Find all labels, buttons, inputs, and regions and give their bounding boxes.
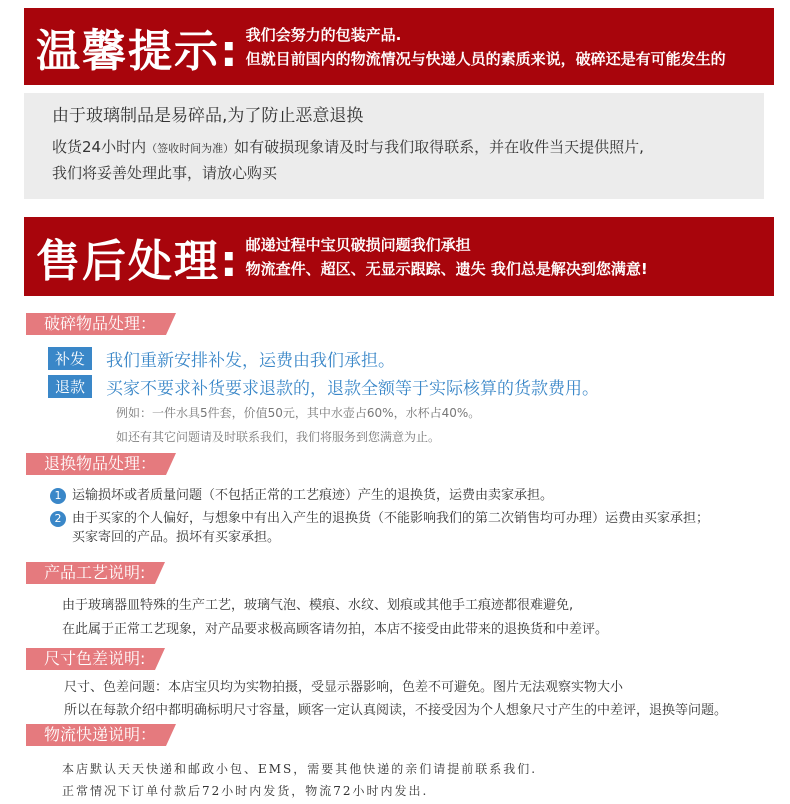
- returns-title: 退换物品处理：: [26, 453, 166, 475]
- shipping-line-2: 正常情况下订单付款后72小时内发货，物流72小时内发出.: [62, 784, 429, 798]
- warm-tip-lines: [246, 23, 726, 71]
- after-sales-line-2: 物流查件、超区、无显示跟踪、遗失 我们总是解决到您满意!: [245, 259, 648, 278]
- notice-line-1: 由于玻璃制品是易碎品,为了防止恶意退换: [52, 106, 364, 126]
- refund-text: 买家不要求补货要求退款的，退款全额等于实际核算的货款费用。: [106, 379, 600, 399]
- after-sales-line-1: 邮递过程中宝贝破损问题我们承担: [245, 235, 471, 254]
- refund-example: 例如：一件水具5件套，价值50元，其中水壶占60%，水杯占40%。: [116, 406, 481, 420]
- refund-tag: 退款: [48, 375, 92, 398]
- returns-item-1: [50, 484, 553, 504]
- warm-tip-banner: [24, 8, 774, 85]
- returns-item-2: [50, 507, 709, 527]
- shipping-title: 物流快递说明：: [26, 724, 166, 746]
- size-color-title: 尺寸色差说明:: [26, 648, 155, 670]
- notice-line-2-end: 如有破损现象请及时与我们取得联系，并在收件当天提供照片,: [234, 138, 644, 156]
- returns-item-1-text: 运输损坏或者质量问题（不包括正常的工艺痕迹）产生的退换货，运费由卖家承担。: [72, 488, 554, 503]
- broken-items-title: 破碎物品处理：: [26, 313, 166, 335]
- other-issues-note: 如还有其它问题请及时联系我们，我们将服务到您满意为止。: [116, 430, 441, 444]
- returns-item-2-text: 由于买家的个人偏好，与想象中有出入产生的退换货（不能影响我们的第二次销售均可办理）运费由买家承担；: [72, 511, 710, 526]
- refund-row: [48, 374, 599, 399]
- after-sales-heading: 售后处理:: [36, 235, 240, 287]
- shipping-line-1: 本店默认天天快递和邮政小包、EMS，需要其他快递的亲们请提前联系我们.: [62, 762, 538, 776]
- craft-line-1: 由于玻璃器皿特殊的生产工艺，玻璃气泡、模痕、水纹、划痕或其他手工痕迹都很难避免,: [62, 598, 574, 613]
- reissue-row: [48, 346, 395, 371]
- policy-panel: [24, 296, 774, 804]
- craft-title: 产品工艺说明:: [26, 562, 155, 584]
- after-sales-banner: [24, 217, 774, 296]
- fragile-notice: [24, 93, 764, 199]
- number-1-icon: 1: [50, 488, 66, 504]
- notice-line-3: 我们将妥善处理此事，请放心购买: [52, 164, 278, 182]
- warm-tip-line-1: 我们会努力的包装产品.: [245, 25, 402, 44]
- returns-item-2-continued: 买家寄回的产品。损坏有买家承担。: [72, 530, 281, 545]
- after-sales-lines: [246, 233, 648, 281]
- reissue-tag: 补发: [48, 347, 92, 370]
- notice-sign-time-note: （签收时间为准）: [146, 142, 235, 155]
- notice-line-2: [52, 135, 764, 161]
- notice-line-2-start: 收货24小时内: [52, 138, 147, 156]
- warm-tip-line-2: 但就目前国内的物流情况与快递人员的素质来说，破碎还是有可能发生的: [245, 49, 726, 68]
- number-2-icon: 2: [50, 511, 66, 527]
- craft-line-2: 在此属于正常工艺现象，对产品要求极高顾客请勿拍，本店不接受由此带来的退换货和中差评。: [62, 622, 609, 637]
- size-color-line-2: 所以在每款介绍中都明确标明尺寸容量，顾客一定认真阅读，不接受因为个人想象尺寸产生的中差评，退换等问题。: [64, 703, 728, 718]
- reissue-text: 我们重新安排补发，运费由我们承担。: [106, 351, 396, 371]
- size-color-line-1: 尺寸、色差问题：本店宝贝均为实物拍摄，受显示器影响，色差不可避免。图片无法观察实物大小: [64, 680, 624, 695]
- warm-tip-heading: 温馨提示:: [36, 25, 240, 77]
